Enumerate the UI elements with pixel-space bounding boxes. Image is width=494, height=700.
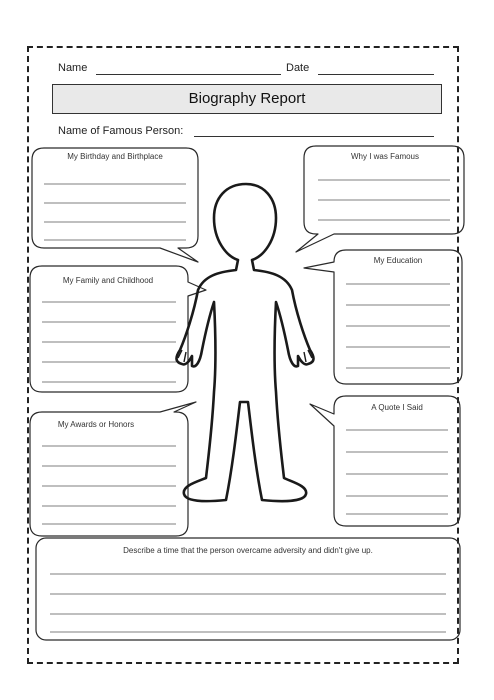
quote-bubble (310, 396, 460, 526)
famous-bubble (296, 146, 464, 252)
famous-person-label: Name of Famous Person: (58, 125, 184, 137)
quote-label: A Quote I Said (371, 403, 423, 412)
education-label: My Education (373, 256, 423, 265)
name-label: Name (58, 62, 88, 74)
awards-label: My Awards or Honors (57, 420, 135, 429)
birthday-bubble (32, 148, 198, 262)
birthday-label: My Birthday and Birthplace (67, 152, 163, 161)
famous-label: Why I was Famous (350, 152, 419, 161)
date-label: Date (286, 62, 310, 74)
family-label: My Family and Childhood (62, 276, 154, 285)
education-bubble (304, 250, 462, 384)
page-title: Biography Report (52, 84, 442, 114)
person-outline-icon (177, 184, 314, 501)
adversity-label: Describe a time that the person overcame adversity and didn't give up. (123, 546, 373, 555)
